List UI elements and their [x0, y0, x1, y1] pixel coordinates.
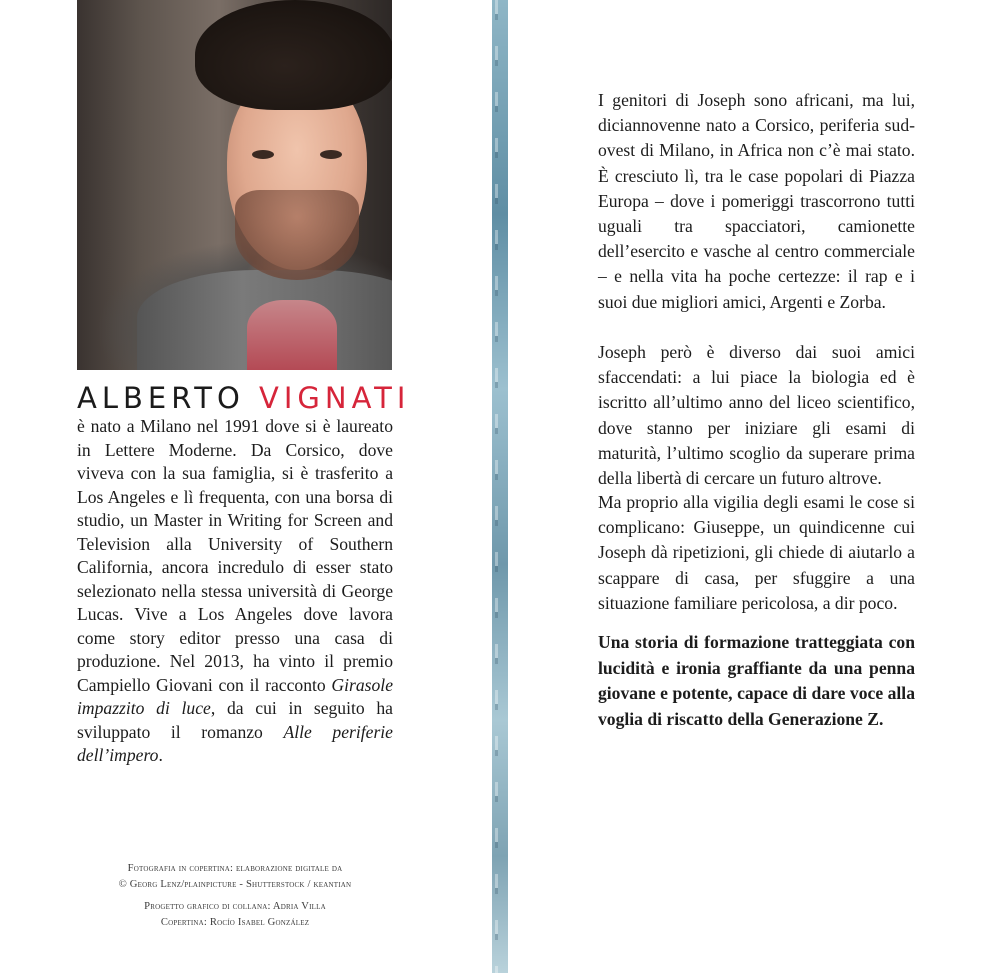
photo-credit-line-2: © Georg Lenz/plainpicture - Shutterstock / keantian [118, 878, 352, 890]
photo-eye-right [320, 150, 342, 159]
photo-shirt [247, 300, 337, 370]
bio-text: è nato a Milano nel 1991 dove si è laureato in Lettere Moderne. Da Corsico, dove viveva con la sua famiglia, si è trasferito a Los Angeles e lì frequenta, con una borsa di studio, un Master in Writing for Screen and Television alla University of Southern California, ancora incredulo di esser stato selezionato nella stessa università di George Lucas. Vive a Los Angeles dove lavora come story editor presso una casa di produzione. Nel 2013, ha vinto il premio Campiello Giovani con il racconto [77, 416, 393, 695]
design-credits [77, 899, 393, 930]
photo-credits [77, 861, 393, 892]
author-name [77, 381, 411, 415]
author-photo [77, 0, 392, 370]
synopsis-paragraph-3: Ma proprio alla vigilia degli esami le cose si complicano: Giuseppe, un quindicenne cui Joseph dà ripetizioni, gli chiede di aiutarlo a scappare di casa, per sfuggire a una situazione familiare pericolosa, a dir poco. [598, 492, 915, 613]
book-spine [492, 0, 508, 973]
photo-credit-line-1: Fotografia in copertina: elaborazione digitale da [127, 863, 343, 874]
author-first-name: ALBERTO [77, 381, 245, 415]
photo-hair [195, 0, 392, 110]
design-credit-line-1: Progetto grafico di collana: Adria Villa [144, 901, 326, 912]
photo-eye-left [252, 150, 274, 159]
photo-beard [235, 190, 359, 280]
author-last-name: VIGNATI [259, 381, 411, 415]
design-credit-line-2: Copertina: Rocío Isabel González [160, 916, 310, 928]
bio-text-2: , da cui in seguito ha sviluppato il romanzo [77, 698, 393, 742]
synopsis-paragraph-1: I genitori di Joseph sono africani, ma lui, diciannovenne nato a Corsico, periferia sud-ovest di Milano, in Africa non c’è mai stato. È cresciuto lì, tra le case popolari di Piazza Europa – dove i pomeriggi trascorrono tutti uguali tra spacciatori, camionette dell’esercito e vasche al centro commerciale – e nella vita ha poche certezze: il rap e i suoi due migliori amici, Argenti e Zorba. [598, 90, 915, 312]
bio-title-girasole: Girasole impazzito di luce [77, 674, 393, 718]
author-bio [77, 415, 393, 768]
bio-text-end: . [158, 745, 163, 765]
bio-title-periferie: Alle periferie dell’impero [77, 721, 393, 765]
synopsis-paragraph-2: Joseph però è diverso dai suoi amici sfaccendati: a lui piace la biologia ed è iscritto all’ultimo anno del liceo scientifico, dove stanno per iniziare gli esami di maturità, l’ultimo scoglio da superare prima della libertà di cercare un futuro altrove. [598, 342, 915, 489]
synopsis-tagline: Una storia di formazione tratteggiata con lucidità e ironia graffiante da una penna giovane e potente, capace di dare voce alla voglia di riscatto della Generazione Z. [598, 632, 915, 729]
